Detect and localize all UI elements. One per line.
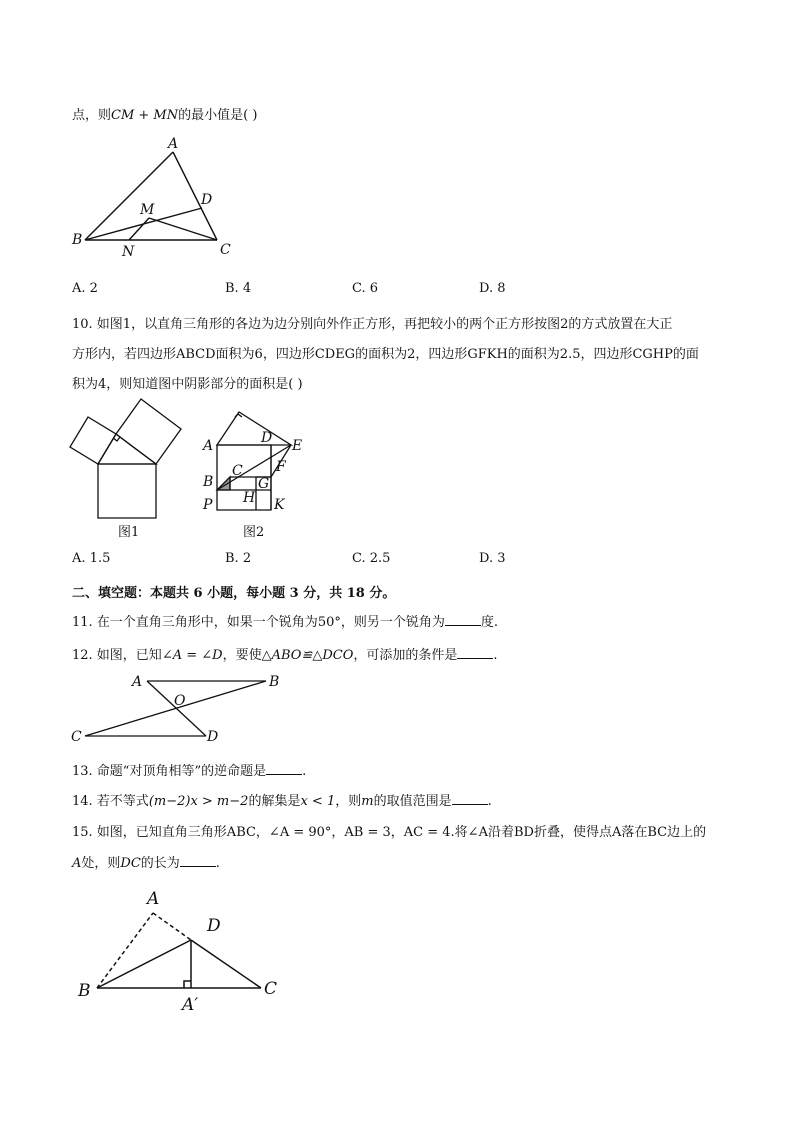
fig1-square-right	[116, 399, 181, 464]
q10-choice-a[interactable]: A. 1.5	[72, 551, 111, 566]
fig1-large-square	[98, 464, 156, 518]
q12-label-d: D	[207, 729, 219, 745]
fig2-label-e: E	[292, 438, 303, 454]
fig1-caption: 图1	[118, 525, 140, 540]
q15-right-angle-mark	[184, 981, 191, 988]
q9-text-pre: 点，则	[72, 108, 112, 123]
q9-choice-c[interactable]: C. 6	[352, 281, 379, 296]
q15-segment-ba-dashed	[97, 913, 153, 988]
q9-segment-ba	[85, 152, 173, 240]
q15-segment-dc	[191, 940, 261, 988]
q9-choice-b[interactable]: B. 4	[225, 281, 252, 296]
q10-figure-1	[66, 396, 186, 544]
q12-figure	[68, 672, 288, 744]
q10-stem-line-1: 10. 如图1，以直角三角形的各边为边分别向外作正方形，再把较小的两个正方形按图2的方式放置在大正	[72, 317, 673, 332]
q10-choice-d[interactable]: D. 3	[479, 551, 506, 566]
q9-label-d: D	[201, 192, 213, 208]
q13-answer-blank[interactable]	[266, 762, 302, 775]
fig1-square-left	[70, 417, 116, 464]
fig2-label-a: A	[203, 438, 214, 454]
fig2-label-p: P	[203, 497, 213, 513]
q9-choice-a[interactable]: A. 2	[72, 281, 98, 296]
q15-label-a-prime: A′	[182, 995, 199, 1015]
q12-label-b: B	[269, 674, 280, 690]
q12-label-a: A	[132, 674, 143, 690]
q10-figure-2	[200, 405, 310, 545]
q15-stem-line-2: A处，则DC的长为 .	[72, 856, 220, 871]
q10-choice-c[interactable]: C. 2.5	[352, 551, 391, 566]
q10-stem-line-3: 积为4，则知道图中阴影部分的面积是( )	[72, 377, 303, 392]
q10-stem-line-2: 方形内，若四边形ABCD面积为6，四边形CDEG的面积为2，四边形GFKH的面积为2.5，四边形CGHP的面	[72, 347, 699, 362]
fig2-label-h: H	[243, 490, 256, 506]
q15-answer-blank[interactable]	[180, 854, 216, 867]
q14-variable: m	[361, 794, 374, 809]
q14-answer-blank[interactable]	[452, 792, 488, 805]
q12-answer-blank[interactable]	[457, 646, 493, 659]
q9-triangle-figure	[60, 130, 260, 265]
q15-figure	[75, 880, 295, 1020]
q15-label-c: C	[264, 979, 278, 999]
q9-segment-mn	[129, 218, 149, 240]
q11-stem: 11. 在一个直角三角形中，如果一个锐角为50°，则另一个锐角为 度.	[72, 615, 499, 630]
q14-inequality: (m−2)x > m−2	[148, 794, 249, 809]
q11-answer-blank[interactable]	[445, 613, 481, 626]
q12-condition: ∠A = ∠D	[161, 648, 223, 663]
fig2-label-k: K	[274, 497, 285, 513]
q9-label-b: B	[72, 232, 83, 248]
q14-stem: 14. 若不等式(m−2)x > m−2的解集是x < 1，则m的取值范围是 .	[72, 794, 492, 809]
q9-choice-d[interactable]: D. 8	[479, 281, 506, 296]
q9-text-post: 的最小值是( )	[178, 108, 258, 123]
q15-segment-bd	[97, 940, 191, 988]
q9-segment-mc	[149, 218, 217, 240]
q15-segment-ad-dashed	[153, 913, 191, 940]
q14-solution-set: x < 1	[300, 794, 336, 809]
q15-label-d: D	[207, 916, 221, 936]
q12-label-c: C	[71, 729, 82, 745]
q9-label-a: A	[168, 136, 179, 152]
fig2-label-f: F	[276, 459, 286, 475]
fig2-label-d: D	[261, 430, 273, 446]
fig2-label-b: B	[203, 474, 214, 490]
fig2-label-g: G	[258, 476, 270, 492]
q9-label-m: M	[140, 202, 155, 218]
q9-label-n: N	[122, 244, 135, 260]
q12-congruence: △ABO≌△DCO	[261, 648, 354, 663]
q15-segment-dc: DC	[120, 856, 141, 871]
q15-point-a-prime: A	[72, 856, 82, 871]
q9-stem-tail	[72, 104, 257, 123]
q15-label-a: A	[147, 889, 160, 909]
section-2-heading: 二、填空题：本题共 6 小题，每小题 3 分，共 18 分。	[72, 586, 396, 601]
q9-label-c: C	[220, 242, 231, 258]
q15-stem-line-1: 15. 如图，已知直角三角形ABC，∠A = 90°，AB = 3，AC = 4.将∠A沿着BD折叠，使得点A落在BC边上的	[72, 825, 707, 840]
q12-label-o: O	[174, 693, 186, 709]
fig2-right-angle-mark	[235, 414, 242, 417]
fig2-top-triangle	[217, 412, 291, 445]
q12-stem: 12. 如图，已知∠A = ∠D，要使△ABO≌△DCO，可添加的条件是 .	[72, 648, 498, 663]
q10-choice-b[interactable]: B. 2	[225, 551, 252, 566]
fig2-label-c: C	[232, 463, 243, 479]
q15-label-b: B	[78, 981, 91, 1001]
q13-stem: 13. 命题“对顶角相等”的逆命题是 .	[72, 764, 307, 779]
q11-angle-value: 50°	[317, 615, 341, 630]
q9-expression: CM + MN	[111, 108, 179, 123]
fig2-caption: 图2	[243, 525, 265, 540]
